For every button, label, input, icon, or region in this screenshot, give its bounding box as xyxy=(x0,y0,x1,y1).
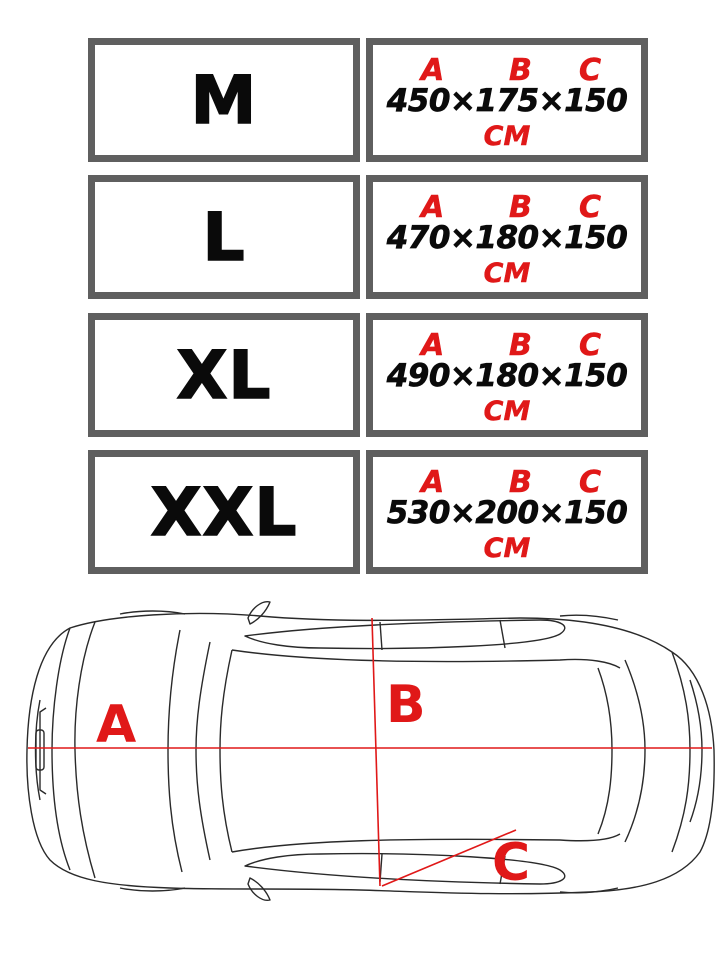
dimensions-value: 530×200×150 xyxy=(386,495,628,531)
size-row-xxl xyxy=(88,450,648,574)
dimension-letters xyxy=(409,465,609,499)
letter-a: A xyxy=(421,465,445,500)
width-line-b xyxy=(372,618,380,886)
size-cell xyxy=(88,313,360,437)
callout-a: A xyxy=(96,695,137,755)
unit-label: СМ xyxy=(483,396,531,427)
size-label: L xyxy=(202,198,246,276)
callout-b: B xyxy=(386,675,426,735)
callout-c: C xyxy=(492,833,531,893)
size-row-m xyxy=(88,38,648,162)
dimensions-cell xyxy=(366,313,648,437)
unit-label: СМ xyxy=(483,533,531,564)
size-label: XL xyxy=(176,336,272,414)
letter-c: C xyxy=(578,53,601,88)
car-top-view-diagram xyxy=(0,590,728,970)
dimension-letters xyxy=(409,53,609,87)
letter-b: B xyxy=(509,465,532,500)
letter-a: A xyxy=(421,190,445,225)
unit-label: СМ xyxy=(483,258,531,289)
letter-a: A xyxy=(421,328,445,363)
dimensions-cell xyxy=(366,38,648,162)
letter-c: C xyxy=(578,465,601,500)
letter-b: B xyxy=(509,328,532,363)
size-cell xyxy=(88,38,360,162)
letter-a: A xyxy=(421,53,445,88)
letter-c: C xyxy=(578,328,601,363)
size-row-l xyxy=(88,175,648,299)
dimensions-cell xyxy=(366,175,648,299)
dimension-letters xyxy=(409,190,609,224)
letter-c: C xyxy=(578,190,601,225)
size-cell xyxy=(88,175,360,299)
size-cell xyxy=(88,450,360,574)
letter-b: B xyxy=(509,190,532,225)
unit-label: СМ xyxy=(483,121,531,152)
dimensions-value: 490×180×150 xyxy=(386,358,628,394)
dimensions-value: 450×175×150 xyxy=(386,83,628,119)
dimensions-value: 470×180×150 xyxy=(386,220,628,256)
dimension-letters xyxy=(409,328,609,362)
size-label: M xyxy=(190,61,258,139)
dimensions-cell xyxy=(366,450,648,574)
letter-b: B xyxy=(509,53,532,88)
size-row-xl xyxy=(88,313,648,437)
size-label: XXL xyxy=(150,473,298,551)
